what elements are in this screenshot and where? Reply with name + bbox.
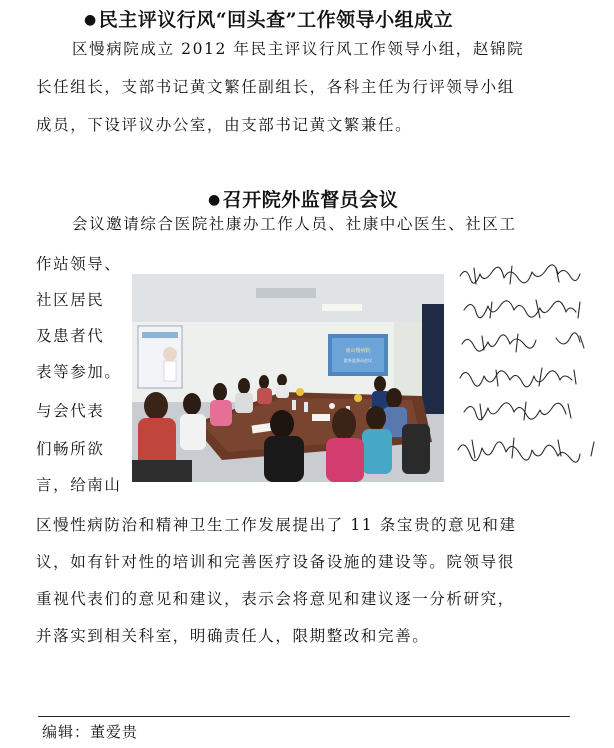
section1-line-3: 成员，下设评议办公室，由支部书记黄文繁兼任。 [36,116,413,134]
left-column-line-2: 社区居民 [36,291,105,309]
section2-line-3: 重视代表们的意见和建议，表示会将意见和建议逐一分析研究， [36,590,515,608]
bullet-icon: ● [84,12,97,28]
left-column-line-7: 言，给南山 [36,476,122,494]
section1-line-2: 长任组长，支部书记黄文繁任副组长，各科主任为行评领导小组 [36,78,515,96]
section2-intro-line: 会议邀请综合医院社康办工作人员、社康中心医生、社区工 [72,215,517,233]
section2-heading-text: 召开院外监督员会议 [222,189,399,211]
bullet-icon: ● [208,192,221,208]
section1-heading-text: 民主评议行风“回头查”工作领导小组成立 [98,9,454,31]
left-column-line-4: 表等参加。 [36,363,122,381]
left-column-line-3: 及患者代 [36,327,105,345]
section2-heading [208,188,398,212]
left-column-line-6: 们畅所欲 [36,440,105,458]
left-column-line-5: 与会代表 [36,402,105,420]
left-column-line-1: 作站领导、 [36,255,122,273]
projector-subtitle: 院外监督员会议 [344,358,372,363]
handwritten-note [452,258,612,490]
projector-title: 南山慢病院 [345,348,371,354]
footer-divider [38,716,570,717]
section2-line-2: 议，如有针对性的培训和完善医疗设备设施的建设等。院领导很 [36,553,515,571]
section2-line-4: 并落实到相关科室，明确责任人，限期整改和完善。 [36,627,430,645]
meeting-photo [132,274,444,482]
footer-editor: 编辑：董爱贵 [42,723,139,741]
section1-heading [84,8,453,32]
section1-line-1: 区慢病院成立 2012 年民主评议行风工作领导小组，赵锦院 [72,40,525,58]
section2-line-1: 区慢性病防治和精神卫生工作发展提出了 11 条宝贵的意见和建 [36,516,517,534]
